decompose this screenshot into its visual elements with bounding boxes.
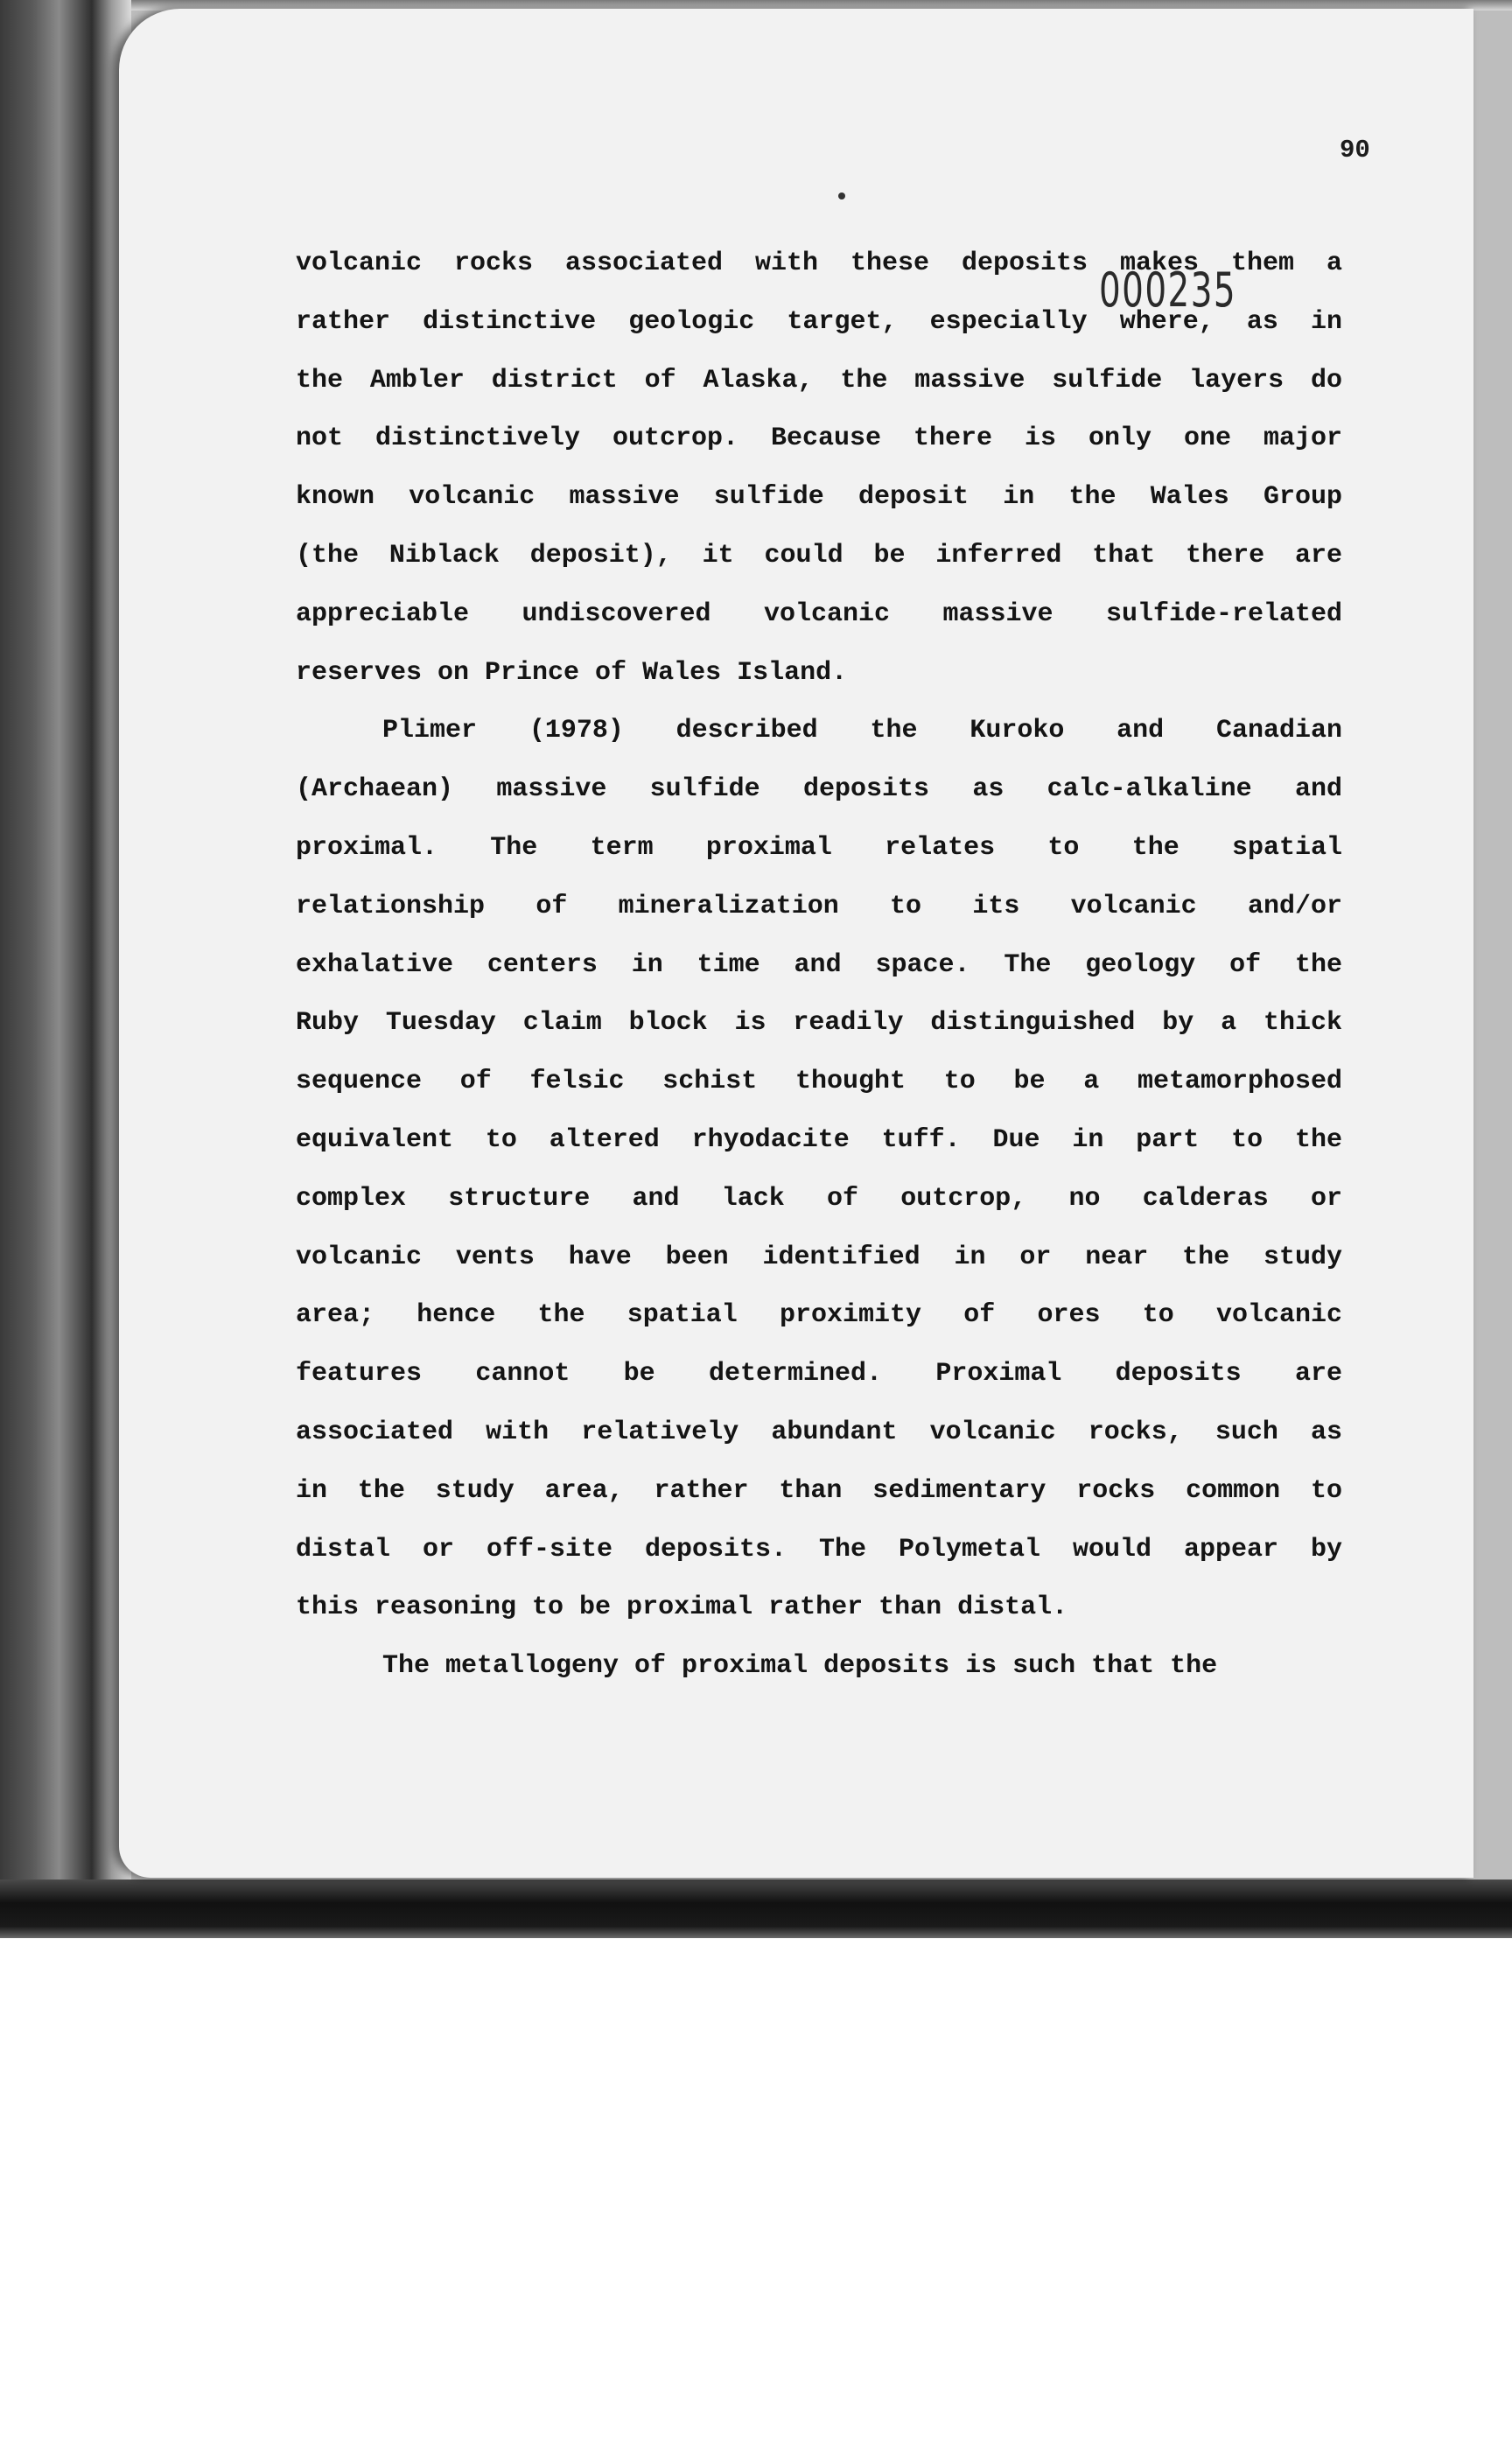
text-line: the Ambler district of Alaska, the massive sulfide layers do [296,366,1342,396]
text-line: equivalent to altered rhyodacite tuff. Due in part to the [296,1125,1342,1155]
text-line: in the study area, rather than sedimentary rocks common to [296,1476,1342,1506]
text-line: volcanic rocks associated with these deposits makes them a [296,248,1342,278]
text-line: (Archaean) massive sulfide deposits as calc-alkaline and [296,774,1342,804]
text-line: area; hence the spatial proximity of ores to volcanic [296,1300,1342,1330]
stray-ink-mark [838,192,845,200]
scan-bottom-band [0,1880,1512,1938]
page-number: 90 [1340,136,1370,164]
text-line: Ruby Tuesday claim block is readily distinguished by a thick [296,1008,1342,1038]
text-line: this reasoning to be proximal rather than distal. [296,1592,1068,1622]
text-line: Plimer (1978) described the Kuroko and Canadian [382,716,1342,746]
text-line: exhalative centers in time and space. The geology of the [296,950,1342,980]
text-line: features cannot be determined. Proximal deposits are [296,1359,1342,1389]
text-line: known volcanic massive sulfide deposit in the Wales Group [296,482,1342,512]
text-line: complex structure and lack of outcrop, no calderas or [296,1184,1342,1214]
text-line: distal or off-site deposits. The Polymetal would appear by [296,1535,1342,1564]
text-line: sequence of felsic schist thought to be a metamorphosed [296,1067,1342,1096]
binding-shadow [0,0,131,1938]
text-line: volcanic vents have been identified in or near the study [296,1242,1342,1272]
text-line: reserves on Prince of Wales Island. [296,658,848,688]
document-stamp: 000235 [1099,262,1237,318]
text-line: rather distinctive geologic target, especially where, as in [296,307,1342,337]
text-line: proximal. The term proximal relates to the spatial [296,833,1342,863]
text-line: relationship of mineralization to its volcanic and/or [296,892,1342,921]
text-line: The metallogeny of proximal deposits is such that the [382,1651,1218,1681]
text-line: associated with relatively abundant volcanic rocks, such as [296,1418,1342,1447]
text-line: (the Niblack deposit), it could be inferred that there are [296,541,1342,570]
text-line: appreciable undiscovered volcanic massive sulfide-related [296,599,1342,629]
text-line: not distinctively outcrop. Because there is only one major [296,424,1342,453]
